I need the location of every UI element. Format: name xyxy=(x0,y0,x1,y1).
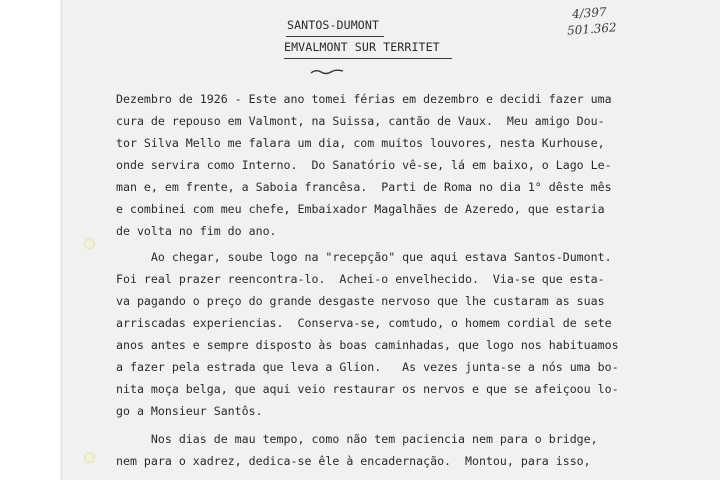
decorative-squiggle xyxy=(310,68,344,76)
body-line: Foi real prazer reencontra-lo. Achei-o envelhecido. Via-se que esta- xyxy=(116,272,605,286)
archive-reference: 4/397 xyxy=(571,4,608,22)
body-line: Dezembro de 1926 - Este ano tomei férias em dezembro e decidi fazer uma xyxy=(116,92,612,106)
punch-hole xyxy=(84,452,95,463)
body-line: man e, em frente, a Saboia francêsa. Parti de Roma no dia 1° dêste mês xyxy=(116,180,612,194)
body-line: anos antes e sempre disposto às boas caminhadas, que logo nos habituamos xyxy=(116,338,619,352)
punch-hole xyxy=(84,238,95,249)
body-line: de volta no fim do ano. xyxy=(116,224,277,238)
document-subtitle: EMVALMONT SUR TERRITET xyxy=(284,40,440,54)
subtitle-underline xyxy=(284,58,452,59)
body-line: tor Silva Mello me falara um dia, com muitos louvores, nesta Kurhouse, xyxy=(116,136,605,150)
body-line: onde servira como Interno. Do Sanatório vê-se, lá em baixo, o Lago Le- xyxy=(116,158,612,172)
body-line: va pagando o preço do grande desgaste nervoso que lhe custaram as suas xyxy=(116,294,605,308)
body-line: Nos dias de mau tempo, como não tem paciencia nem para o bridge, xyxy=(116,432,598,446)
body-line: Ao chegar, soube logo na "recepção" que aqui estava Santos-Dumont. xyxy=(116,250,612,264)
title-underline xyxy=(286,36,384,37)
typed-document-page xyxy=(62,0,720,480)
body-line: a fazer pela estrada que leva a Glion. As vezes junta-se a nós uma bo- xyxy=(116,360,619,374)
body-line: nita moça belga, que aqui veio restaurar os nervos e que se afeiçoou lo- xyxy=(116,382,619,396)
body-line: nem para o xadrez, dedica-se êle à encadernação. Montou, para isso, xyxy=(116,454,591,468)
body-line: arriscadas experiencias. Conserva-se, comtudo, o homem cordial de sete xyxy=(116,316,612,330)
body-line: cura de repouso em Valmont, na Suissa, cantão de Vaux. Meu amigo Dou- xyxy=(116,114,605,128)
body-line: e combinei com meu chefe, Embaixador Magalhães de Azeredo, que estaria xyxy=(116,202,605,216)
archive-reference: 501.362 xyxy=(566,20,618,38)
document-title: SANTOS-DUMONT xyxy=(287,18,380,32)
body-line: go a Monsieur Santôs. xyxy=(116,404,263,418)
